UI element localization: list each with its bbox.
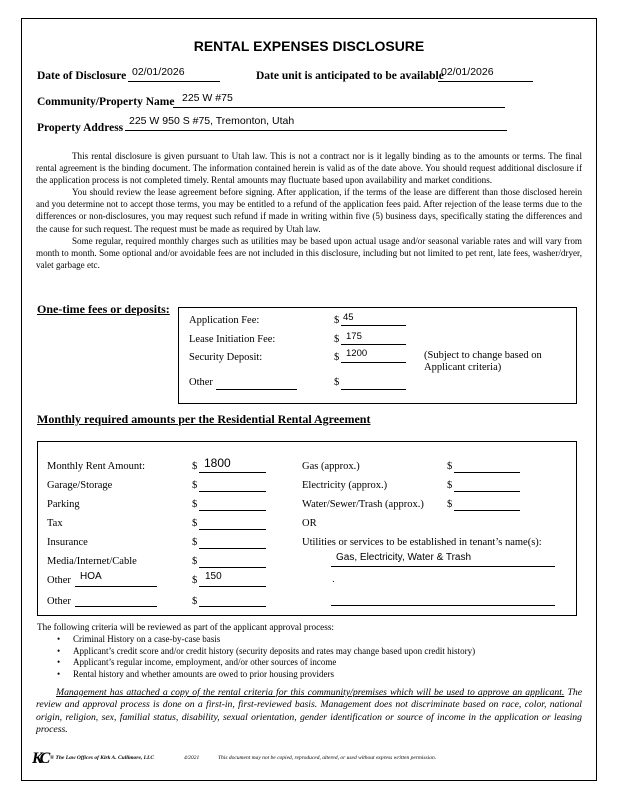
electricity-label: Electricity (approx.) — [302, 480, 388, 491]
parking-dollar: $ — [192, 499, 198, 510]
security-deposit-line — [341, 362, 406, 363]
gas-line — [454, 472, 520, 473]
community-value[interactable]: 225 W #75 — [182, 92, 233, 104]
application-fee-line — [341, 325, 406, 326]
management-statement-underlined: Management has attached a copy of the rental criteria for this community/premises which will be used to approve an applicant. — [56, 687, 565, 698]
garage-storage-line — [199, 491, 266, 492]
address-line — [125, 130, 507, 131]
utilities-value-2[interactable]: . — [332, 574, 335, 585]
garage-storage-dollar: $ — [192, 480, 198, 491]
water-sewer-trash-line — [454, 510, 520, 511]
address-label: Property Address — [37, 122, 124, 134]
other-2-label-line — [75, 606, 157, 607]
monthly-heading: Monthly required amounts per the Residential Rental Agreement — [37, 412, 371, 426]
tax-line — [199, 529, 266, 530]
monthly-rent-dollar: $ — [192, 461, 198, 472]
other-1-label-fill[interactable]: HOA — [80, 571, 102, 582]
community-label: Community/Property Name — [37, 96, 175, 108]
security-deposit-label: Security Deposit: — [189, 352, 263, 363]
other-fee-label-line — [216, 389, 297, 390]
date-of-disclosure-value[interactable]: 02/01/2026 — [132, 66, 185, 78]
other-1-label: Other — [47, 575, 71, 586]
other-1-value[interactable]: 150 — [205, 571, 222, 582]
gas-dollar: $ — [447, 461, 453, 472]
criteria-item: • Applicant’s credit score and/or credit history (security deposits and rates may change based upon credit history) — [37, 646, 475, 658]
criteria-list — [37, 634, 475, 680]
paragraph-1: This rental disclosure is given pursuant to Utah law. This is not a contract nor is it legally binding as to the amounts or terms. The final rental agreement is the binding document. The information contained herein is valid as of the date above. You should request additional disclosure if the application process is not completed timely. Rental amounts may fluctuate based upon availability and market conditions. — [36, 151, 582, 186]
media-internet-line — [199, 567, 266, 568]
electricity-line — [454, 491, 520, 492]
lease-initiation-line — [341, 344, 406, 345]
lease-initiation-value[interactable]: 175 — [346, 331, 362, 342]
insurance-line — [199, 548, 266, 549]
date-of-disclosure-label: Date of Disclosure — [37, 70, 127, 82]
tax-dollar: $ — [192, 518, 198, 529]
address-value[interactable]: 225 W 950 S #75, Tremonton, Utah — [129, 115, 295, 127]
subject-to-change-note: (Subject to change based on Applicant criteria) — [424, 350, 542, 373]
electricity-dollar: $ — [447, 480, 453, 491]
monthly-rent-value[interactable]: 1800 — [204, 456, 231, 470]
criteria-item: • Criminal History on a case-by-case basis — [37, 634, 475, 646]
date-of-disclosure-line — [128, 81, 220, 82]
other-1-label-line — [75, 586, 157, 587]
document-title: RENTAL EXPENSES DISCLOSURE — [193, 38, 425, 54]
one-time-fees-heading: One-time fees or deposits: — [37, 302, 170, 316]
disclosure-paragraphs — [36, 150, 582, 271]
copyright-notice: This document may not be copied, reproduced, altered, or used without express written permission. — [218, 755, 437, 761]
utilities-value[interactable]: Gas, Electricity, Water & Trash — [336, 552, 472, 563]
lease-initiation-dollar: $ — [334, 334, 340, 345]
available-date-label: Date unit is anticipated to be available — [256, 70, 444, 82]
other-1-dollar: $ — [192, 575, 198, 586]
criteria-intro: The following criteria will be reviewed as part of the applicant approval process: — [37, 622, 334, 632]
firm-name: ® The Law Offices of Kirk A. Cullimore, LLC — [50, 755, 155, 761]
parking-label: Parking — [47, 499, 80, 510]
footer-date: 4/2021 — [184, 755, 200, 761]
criteria-item: • Rental history and whether amounts are owed to prior housing providers — [37, 669, 475, 681]
utilities-label: Utilities or services to be established in tenant’s name(s): — [302, 537, 542, 548]
available-date-line — [438, 81, 533, 82]
garage-storage-label: Garage/Storage — [47, 480, 113, 491]
other-2-dollar: $ — [192, 596, 198, 607]
or-label: OR — [302, 518, 317, 529]
utilities-line-1 — [331, 566, 555, 567]
other-1-line — [199, 586, 266, 587]
application-fee-label: Application Fee: — [189, 315, 260, 326]
paragraph-2: You should review the lease agreement before signing. After application, if the terms of the lease are different than those disclosed herein and you determine not to accept those terms, you may be entitled to a refund of the application fees paid. After rejection of the lease terms due to the differences or non-disclosures, you may request such refund if made in writing within five (5) business days, specifically stating the differences and the cause for such request. The request must be made as required by Utah law. — [36, 187, 582, 234]
security-deposit-value[interactable]: 1200 — [346, 348, 368, 359]
security-deposit-dollar: $ — [334, 352, 340, 363]
water-sewer-trash-label: Water/Sewer/Trash (approx.) — [302, 499, 424, 510]
criteria-item: • Applicant’s regular income, employment, and/or other sources of income — [37, 657, 475, 669]
other-fee-label: Other — [189, 377, 213, 388]
water-sewer-trash-dollar: $ — [447, 499, 453, 510]
other-2-label: Other — [47, 596, 71, 607]
monthly-rent-label: Monthly Rent Amount: — [47, 461, 146, 472]
media-internet-dollar: $ — [192, 556, 198, 567]
insurance-dollar: $ — [192, 537, 198, 548]
tax-label: Tax — [47, 518, 63, 529]
monthly-rent-line — [199, 472, 266, 473]
application-fee-value[interactable]: 45 — [343, 312, 354, 323]
gas-label: Gas (approx.) — [302, 461, 360, 472]
other-fee-dollar: $ — [334, 377, 340, 388]
paragraph-3: Some regular, required monthly charges such as utilities may be based upon actual usage and/or seasonal variable rates and will vary from month to month. Some optional and/or avoidable fees are not included in this disclosure, including but not limited to pet rent, late fees, washer/dryer, valet garbage etc. — [36, 235, 582, 270]
management-statement — [36, 687, 582, 736]
management-statement-rest: The review and approval process is done on a first-in, first-reviewed basis. Management does not discriminate based on race, color, national origin, religion, sex, familial status, disability, sexual orientation, gender identification or source of income in the application or leasing process. — [36, 687, 583, 735]
community-line — [173, 107, 505, 108]
available-date-value[interactable]: 02/01/2026 — [441, 66, 494, 78]
parking-line — [199, 510, 266, 511]
media-internet-label: Media/Internet/Cable — [47, 556, 137, 567]
firm-logo: KC — [32, 750, 48, 767]
other-fee-line — [341, 389, 406, 390]
utilities-line-2 — [331, 605, 555, 606]
lease-initiation-fee-label: Lease Initiation Fee: — [189, 334, 276, 345]
insurance-label: Insurance — [47, 537, 88, 548]
application-fee-dollar: $ — [334, 315, 340, 326]
other-2-line — [199, 606, 266, 607]
